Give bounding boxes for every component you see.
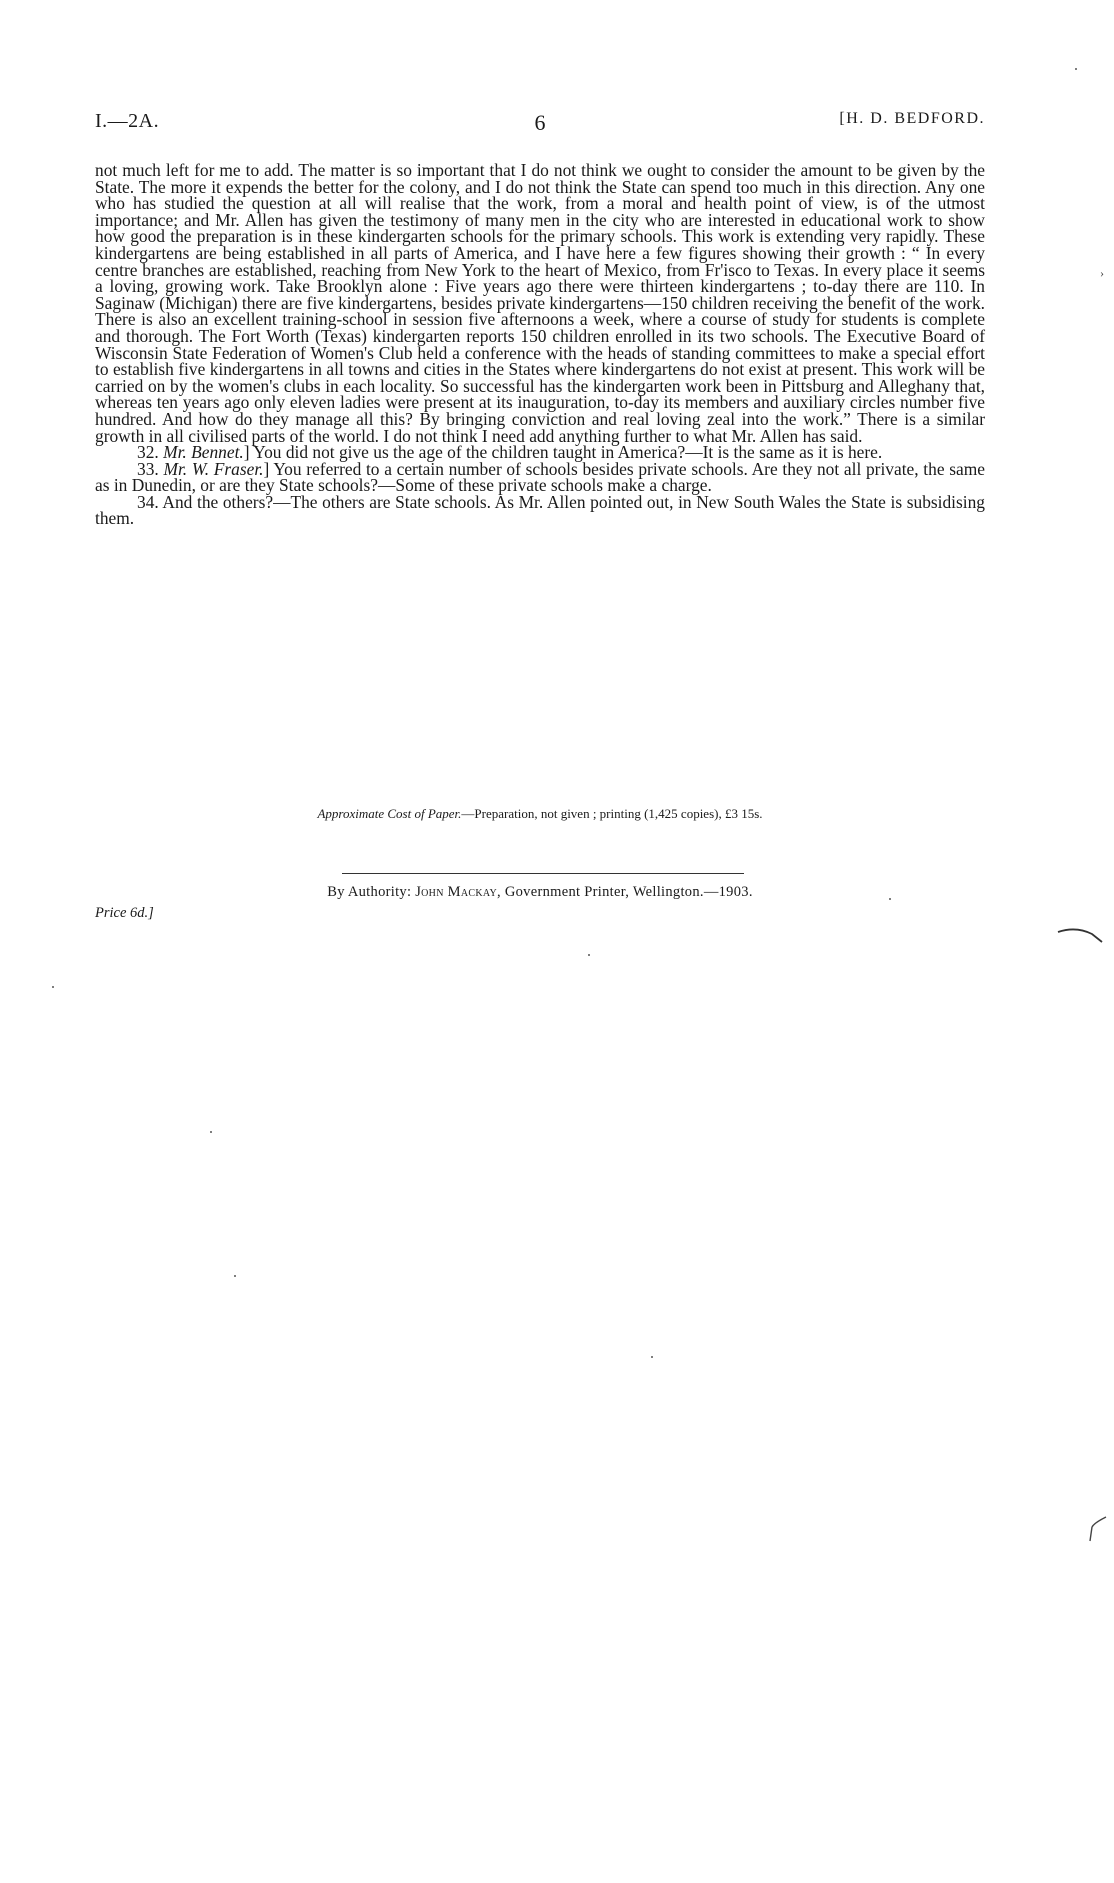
paper-reference: I.—2A. — [95, 110, 160, 132]
speaker-name: Mr. W. Fraser. — [163, 458, 264, 479]
scan-speck — [210, 1131, 212, 1133]
witness-name: [H. D. BEDFORD. — [839, 110, 985, 127]
question-33: 33. Mr. W. Fraser.] You referred to a certain number of schools besides private schools. Are they not all private, the same as in Dunedin, or are they State schools?—Some of these private schools make a charge. — [95, 458, 985, 496]
page-header — [95, 110, 985, 136]
scan-speck — [1075, 68, 1077, 70]
question-text: And the others?—The others are State schools. As Mr. Allen pointed out, in New South Wales the State is subsidising them. — [95, 491, 986, 529]
question-number: 34. — [137, 491, 159, 512]
speaker-name: Mr. Bennet. — [163, 442, 244, 463]
printer-authority — [95, 884, 985, 901]
scan-mark — [1086, 1515, 1110, 1555]
price-note: Price 6d.] — [95, 905, 154, 921]
scan-speck — [588, 954, 590, 956]
authority-prefix: By Authority: — [327, 884, 412, 900]
body-text — [95, 162, 985, 527]
cost-label: Approximate Cost of Paper. — [317, 806, 462, 821]
scan-speck — [889, 898, 891, 900]
question-text: You did not give us the age of the children taught in America?—It is the same as it is here. — [253, 442, 883, 463]
question-number: 33. — [137, 458, 159, 479]
cost-note — [95, 806, 985, 822]
printer-name: John Mackay, — [415, 884, 501, 900]
question-text: You referred to a certain number of schools besides private schools. Are they not all private, the same as in Dunedin, or are they State schools?—Some of these private schools make a charge. — [95, 458, 985, 496]
scan-speck — [52, 986, 54, 988]
scan-mark: › — [1100, 266, 1104, 280]
scan-mark — [1056, 924, 1106, 954]
paragraph-text: not much left for me to add. The matter is so important that I do not think we ought to consider the amount to be given by the State. The more it expends the better for the colony, and I do not think the State can spend too much in this direction. Any one who has studied the question at all will realise that the work, from a moral and health point of view, is of the utmost importance; and Mr. Allen has given the testimony of many men in the city who are interested in educational work to show how good the preparation is in these kindergarten schools for the primary schools. This work is extending very rapidly. These kindergartens are being established in all parts of America, and I have here a few figures showing their growth : “ In every centre branches are established, reaching from New York to the heart of Mexico, from Fr'isco to Texas. In every place it seems a loving, growing work. Take Brooklyn alone : Five years ago there were thirteen kindergartens ; to-day there are 110. In Saginaw (Michigan) there are five kindergartens, besides private kindergartens—150 children receiving the benefit of the work. There is also an excellent training-school in session five afternoons a week, where a course of study for students is complete and thorough. The Fort Worth (Texas) kindergarten reports 150 children enrolled in its two schools. The Executive Board of Wisconsin State Federation of Women's Club held a conference with the heads of standing committees to make a special effort to establish five kindergartens in all towns and cities in the States where kindergartens do not exist at present. This work will be carried on by the women's clubs in each locality. So successful has the kindergarten work been in Pittsburg and Alleghany that, whereas ten years ago only eleven ladies were present at its inauguration, to-day its members and auxiliary circles number five hundred. And how do they manage all this? By bringing conviction and real loving zeal into the work.” There is a similar growth in all civilised parts of the world. I do not think I need add anything further to what Mr. Allen has said. — [95, 160, 985, 446]
scan-speck — [234, 1275, 236, 1277]
scan-speck — [651, 1356, 653, 1358]
question-number: 32. — [137, 442, 159, 463]
question-34 — [95, 491, 986, 529]
cost-text: —Preparation, not given ; printing (1,425 copies), £3 15s. — [461, 806, 763, 821]
question-32: 32. Mr. Bennet.] You did not give us the age of the children taught in America?—It is the same as it is here. — [137, 442, 883, 463]
page-number: 6 — [534, 110, 546, 135]
divider-rule — [342, 873, 744, 874]
paragraph-continued — [95, 162, 985, 444]
authority-suffix: Government Printer, Wellington.—1903. — [504, 884, 753, 900]
